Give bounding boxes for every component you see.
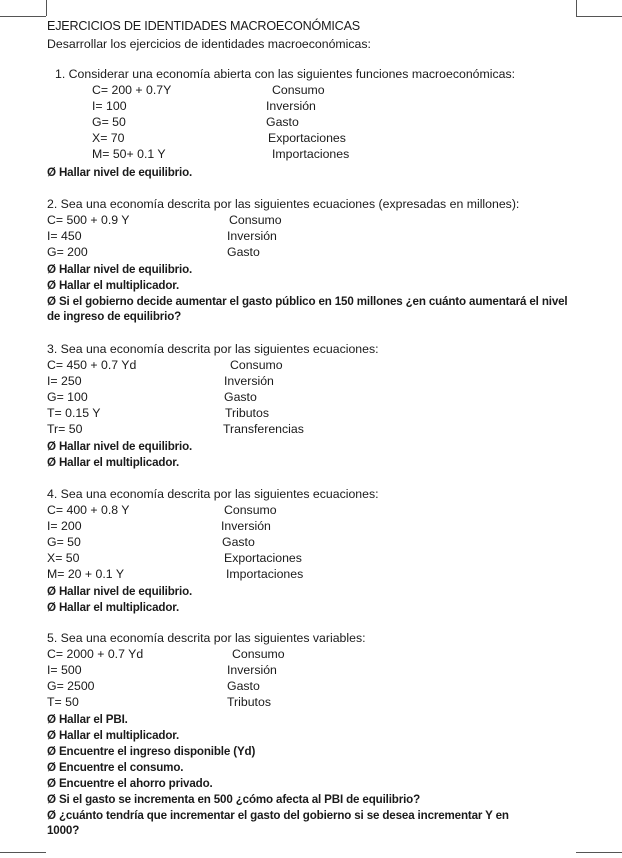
ex2-label-consumo: Consumo [229, 213, 282, 227]
ex2-eq-consumo: C= 500 + 0.9 Y [47, 213, 130, 227]
ex2-eq-gasto: G= 200 [47, 245, 88, 259]
page-subtitle: Desarrollar los ejercicios de identidades macroeconómicas: [47, 37, 371, 51]
ex5-eq-tributos: T= 50 [47, 695, 79, 709]
ex5-question-3: Ø Encuentre el ingreso disponible (Yd) [47, 745, 256, 758]
ex3-eq-tributos: T= 0.15 Y [47, 406, 101, 420]
ex5-eq-inversion: I= 500 [47, 663, 82, 677]
ex1-question-1: Ø Hallar nivel de equilibrio. [47, 166, 193, 179]
ex4-question-2: Ø Hallar el multiplicador. [47, 601, 180, 614]
ex1-eq-importaciones: M= 50+ 0.1 Y [92, 147, 166, 161]
ex3-label-consumo: Consumo [230, 358, 283, 372]
ex3-label-transferencias: Transferencias [223, 422, 304, 436]
ex4-eq-exportaciones: X= 50 [47, 551, 80, 565]
crop-mark-top-left-h [0, 16, 46, 17]
ex1-eq-exportaciones: X= 70 [92, 131, 125, 145]
ex3-eq-consumo: C= 450 + 0.7 Yd [47, 358, 137, 372]
ex3-label-inversion: Inversión [224, 374, 274, 388]
ex2-label-gasto: Gasto [227, 245, 260, 259]
ex1-label-consumo: Consumo [272, 83, 325, 97]
ex4-label-inversion: Inversión [221, 519, 271, 533]
ex3-eq-transferencias: Tr= 50 [47, 422, 83, 436]
ex4-eq-inversion: I= 200 [47, 519, 82, 533]
page-title: EJERCICIOS DE IDENTIDADES MACROECONÓMICAS [47, 19, 360, 33]
ex5-question-1: Ø Hallar el PBI. [47, 713, 128, 726]
ex5-label-gasto: Gasto [227, 679, 260, 693]
ex3-label-gasto: Gasto [224, 390, 257, 404]
ex4-label-consumo: Consumo [224, 503, 277, 517]
ex4-eq-consumo: C= 400 + 0.8 Y [47, 503, 130, 517]
ex2-question-3: Ø Si el gobierno decide aumentar el gasto público en 150 millones ¿en cuánto aumentará el nivel de ingreso de equilibrio? [47, 295, 568, 323]
ex3-question-1: Ø Hallar nivel de equilibrio. [47, 440, 193, 453]
ex2-label-inversion: Inversión [227, 229, 277, 243]
ex1-eq-gasto: G= 50 [92, 115, 126, 129]
ex5-label-consumo: Consumo [232, 647, 285, 661]
ex4-heading: 4. Sea una economía descrita por las siguientes ecuaciones: [47, 487, 379, 501]
ex1-heading: 1. Considerar una economía abierta con las siguientes funciones macroeconómicas: [55, 67, 516, 81]
ex5-eq-consumo: C= 2000 + 0.7 Yd [47, 647, 144, 661]
ex1-label-gasto: Gasto [266, 115, 299, 129]
ex4-label-gasto: Gasto [222, 535, 255, 549]
ex4-eq-gasto: G= 50 [47, 535, 81, 549]
ex3-question-2: Ø Hallar el multiplicador. [47, 456, 180, 469]
ex3-eq-gasto: G= 100 [47, 390, 88, 404]
ex5-question-6: Ø Si el gasto se incrementa en 500 ¿cómo afecta al PBI de equilibrio? [47, 793, 421, 806]
crop-mark-top-left-v [46, 0, 47, 16]
ex3-label-tributos: Tributos [225, 406, 269, 420]
ex2-question-2: Ø Hallar el multiplicador. [47, 279, 180, 292]
ex3-heading: 3. Sea una economía descrita por las siguientes ecuaciones: [47, 342, 379, 356]
ex2-question-1: Ø Hallar nivel de equilibrio. [47, 263, 193, 276]
ex1-label-exportaciones: Exportaciones [268, 131, 346, 145]
ex2-eq-inversion: I= 450 [47, 229, 82, 243]
ex5-question-7: Ø ¿cuánto tendría que incrementar el gasto del gobierno si se desea incrementar Y en 1000? [47, 809, 509, 837]
ex4-label-exportaciones: Exportaciones [224, 551, 302, 565]
ex4-eq-importaciones: M= 20 + 0.1 Y [47, 567, 125, 581]
ex5-question-2: Ø Hallar el multiplicador. [47, 729, 180, 742]
crop-mark-bottom-left-h [0, 852, 46, 853]
ex5-eq-gasto: G= 2500 [47, 679, 95, 693]
ex5-label-tributos: Tributos [227, 695, 271, 709]
ex3-eq-inversion: I= 250 [47, 374, 82, 388]
ex2-heading: 2. Sea una economía descrita por las siguientes ecuaciones (expresadas en millones): [47, 197, 520, 211]
ex1-eq-consumo: C= 200 + 0.7Y [92, 83, 172, 97]
ex1-label-importaciones: Importaciones [272, 147, 350, 161]
crop-mark-bottom-right-h [576, 852, 622, 853]
ex5-heading: 5. Sea una economía descrita por las siguientes variables: [47, 631, 366, 645]
crop-mark-top-right-v [576, 0, 577, 16]
ex5-question-5: Ø Encuentre el ahorro privado. [47, 777, 213, 790]
ex4-question-1: Ø Hallar nivel de equilibrio. [47, 585, 193, 598]
ex1-eq-inversion: I= 100 [92, 99, 127, 113]
ex5-label-inversion: Inversión [227, 663, 277, 677]
ex1-label-inversion: Inversión [266, 99, 316, 113]
ex4-label-importaciones: Importaciones [226, 567, 304, 581]
crop-mark-top-right-h [576, 16, 622, 17]
ex5-question-4: Ø Encuentre el consumo. [47, 761, 184, 774]
